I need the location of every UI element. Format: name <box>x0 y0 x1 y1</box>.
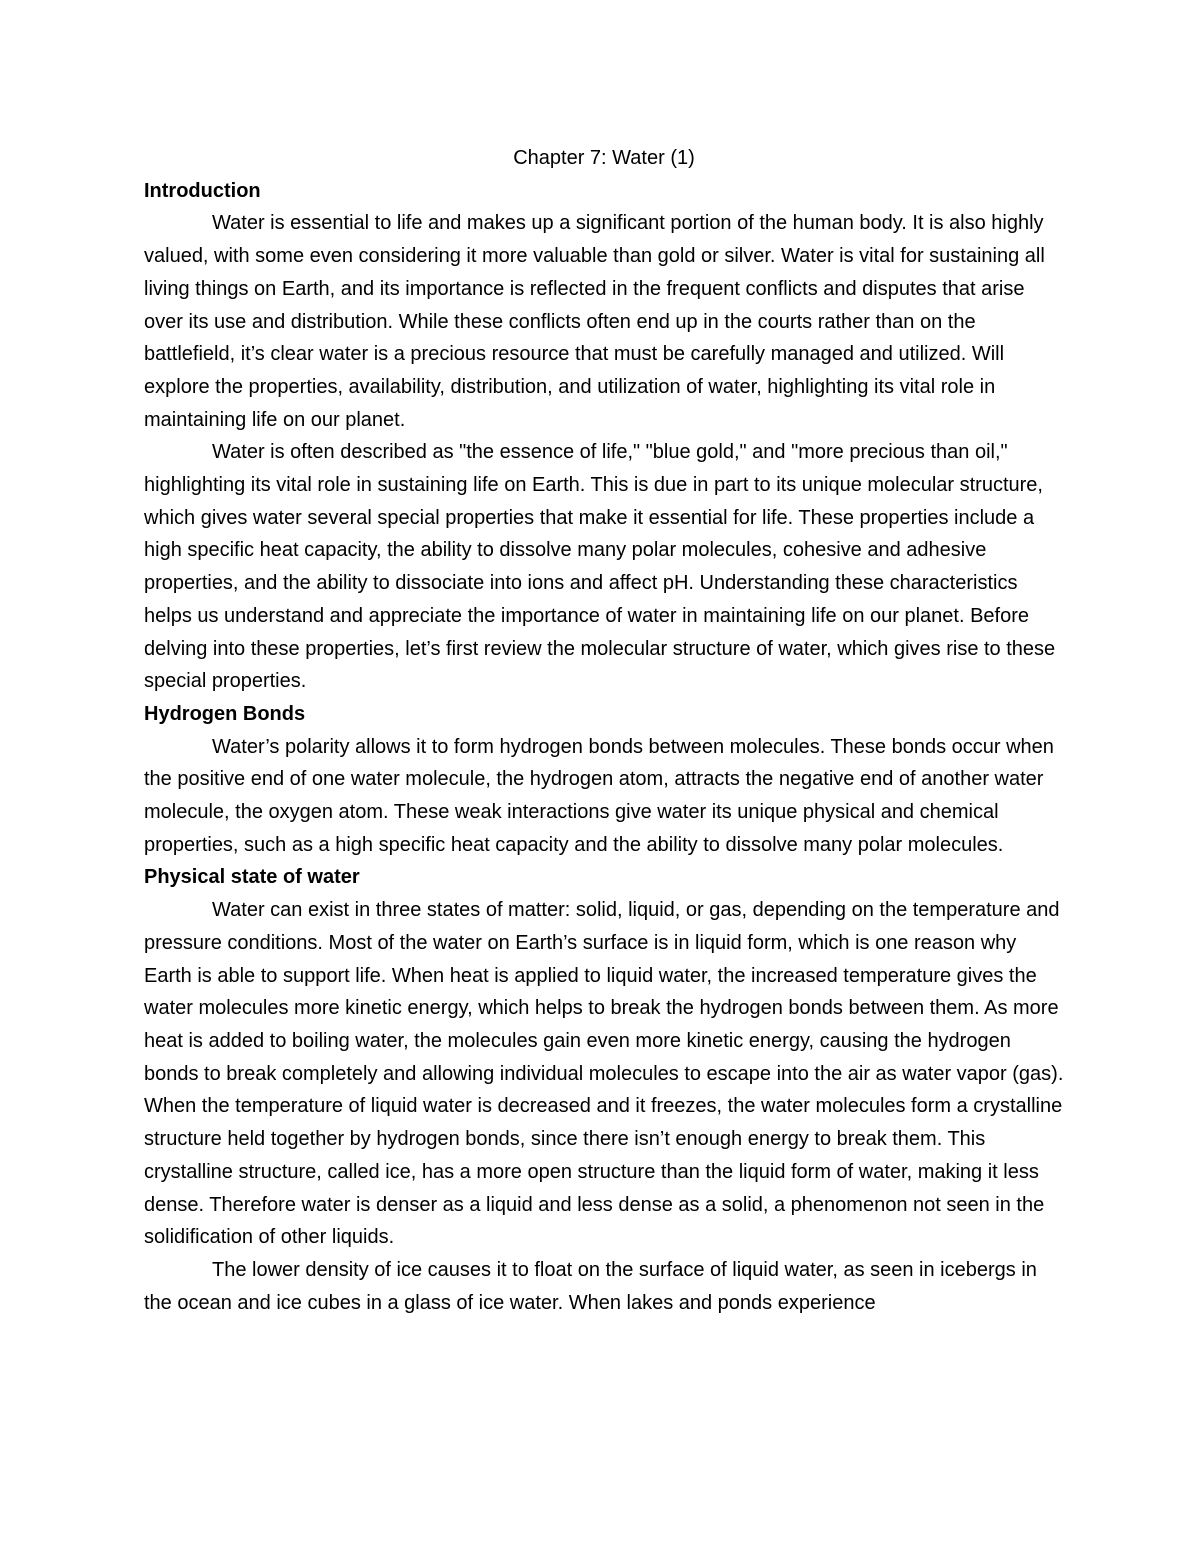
section-heading-introduction: Introduction <box>144 179 261 202</box>
section-heading-hydrogen-bonds: Hydrogen Bonds <box>144 702 306 725</box>
paragraph: The lower density of ice causes it to float on the surface of liquid water, as seen in icebergs in the ocean and ice cubes in a glass of ice water. When lakes and ponds experience <box>144 1258 1037 1314</box>
paragraph: Water can exist in three states of matter: solid, liquid, or gas, depending on the temperature and pressure conditions. Most of the water on Earth’s surface is in liquid form, which is one reason why Earth is able to support life. When heat is applied to liquid water, the increased temperature gives the water molecules more kinetic energy, which helps to break the hydrogen bonds between them. As more heat is added to boiling water, the molecules gain even more kinetic energy, causing the hydrogen bonds to break completely and allowing individual molecules to escape into the air as water vapor (gas). When the temperature of liquid water is decreased and it freezes, the water molecules form a crystalline structure held together by hydrogen bonds, since there isn’t enough energy to break them. This crystalline structure, called ice, has a more open structure than the liquid form of water, making it less dense. Therefore water is denser as a liquid and less dense as a solid, a phenomenon not seen in the solidification of other liquids. <box>144 899 1064 1249</box>
paragraph: Water’s polarity allows it to form hydrogen bonds between molecules. These bonds occur when the positive end of one water molecule, the hydrogen atom, attracts the negative end of another water molecule, the oxygen atom. These weak interactions give water its unique physical and chemical properties, such as a high specific heat capacity and the ability to dissolve many polar molecules. <box>144 735 1054 856</box>
paragraph: Water is essential to life and makes up a significant portion of the human body. It is also highly valued, with some even considering it more valuable than gold or silver. Water is vital for sustaining all living things on Earth, and its importance is reflected in the frequent conflicts and disputes that arise over its use and distribution. While these conflicts often end up in the courts rather than on the battlefield, it’s clear water is a precious resource that must be carefully managed and utilized. Will explore the properties, availability, distribution, and utilization of water, highlighting its vital role in maintaining life on our planet. <box>144 212 1045 431</box>
section-heading-physical-state: Physical state of water <box>144 866 360 889</box>
document-page <box>144 142 1064 1319</box>
paragraph: Water is often described as "the essence of life," "blue gold," and "more precious than oil," highlighting its vital role in sustaining life on Earth. This is due in part to its unique molecular structure, which gives water several special properties that make it essential for life. These properties include a high specific heat capacity, the ability to dissolve many polar molecules, cohesive and adhesive properties, and the ability to dissociate into ions and affect pH. Understanding these characteristics helps us understand and appreciate the importance of water in maintaining life on our planet. Before delving into these properties, let’s first review the molecular structure of water, which gives rise to these special properties. <box>144 441 1056 693</box>
page-title: Chapter 7: Water (1) <box>513 147 695 169</box>
